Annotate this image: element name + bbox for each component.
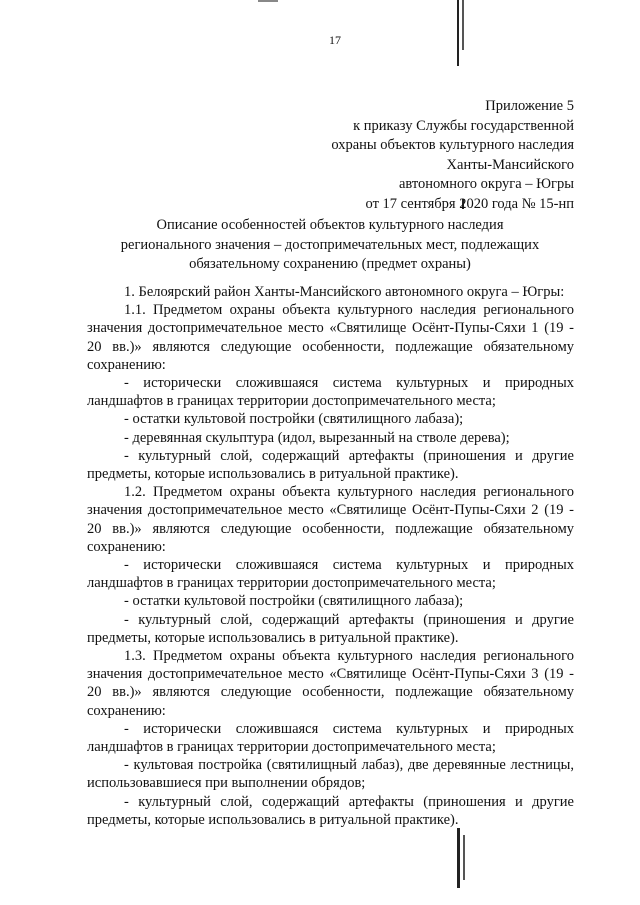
bullet-item: - остатки культовой постройки (святилищного лабаза); (124, 411, 464, 428)
bullet-item: - деревянная скульптура (идол, вырезанный на стволе дерева); (124, 429, 510, 446)
bullet-item: - культурный слой, содержащий артефакты (приношения и другие предметы, которые использовались в ритуальной практике). (87, 793, 574, 828)
bullet-item: - культурный слой, содержащий артефакты (приношения и другие предметы, которые использовались в ритуальной практике). (87, 447, 574, 483)
title-line: регионального значения – достопримечательных мест, подлежащих (120, 236, 540, 253)
bullet-item: - исторически сложившаяся система культурных и природных ландшафтов в границах территории достопримечательного места; (87, 720, 574, 756)
document-title (100, 216, 560, 275)
scan-artifact-top (258, 0, 278, 2)
appendix-line: к приказу Службы государственной (353, 117, 574, 134)
scan-artifact-right-top (457, 0, 459, 66)
scan-artifact-right-bottom (457, 828, 460, 888)
page-number: 17 (329, 33, 341, 47)
scan-artifact-right-bottom-2 (463, 835, 465, 880)
item-paragraph: 1.2. Предметом охраны объекта культурного наследия регионального значения достопримечательное место «Святилище Осёнт-Пупы-Сяхи 2 (19 - 20 вв.)» являются следующие особенности, подлежащие обязательному сохранению: (87, 484, 574, 555)
item-paragraph: 1.1. Предметом охраны объекта культурного наследия регионального значения достопримечательное место «Святилище Осёнт-Пупы-Сяхи 1 (19 - 20 вв.)» являются следующие особенности, подлежащие обязательному сохранению: (87, 302, 574, 373)
appendix-line: охраны объектов культурного наследия (331, 137, 574, 153)
bullet-item: - остатки культовой постройки (святилищного лабаза); (124, 593, 464, 610)
appendix-block (214, 97, 574, 214)
bullet-item: - исторически сложившаяся система культурных и природных ландшафтов в границах территории достопримечательного места; (87, 375, 574, 410)
document-body (87, 283, 574, 829)
title-line: обязательному сохранению (предмет охраны) (189, 256, 471, 272)
appendix-line: автономного округа – Югры (398, 176, 574, 192)
item-paragraph: 1.3. Предметом охраны объекта культурного наследия регионального значения достопримечательное место «Святилище Осёнт-Пупы-Сяхи 3 (19 - 20 вв.)» являются следующие особенности, подлежащие обязательному сохранению: (87, 648, 574, 719)
title-line: Описание особенностей объектов культурного наследия (156, 217, 504, 233)
bullet-item: - культурный слой, содержащий артефакты (приношения и другие предметы, которые использовались в ритуальной практике). (87, 611, 574, 646)
bullet-item: - культовая постройка (святилищный лабаз), две деревянные лестницы, использовавшиеся при выполнении обрядов; (87, 757, 574, 792)
appendix-line: Приложение 5 (485, 98, 574, 114)
appendix-line: Ханты-Мансийского (446, 156, 574, 173)
section-heading: 1. Белоярский район Ханты-Мансийского автономного округа – Югры: (124, 284, 565, 300)
scan-artifact-right-top-2 (462, 0, 464, 50)
appendix-line: от 17 сентября 2020 года № 15-нп (365, 195, 574, 212)
bullet-item: - исторически сложившаяся система культурных и природных ландшафтов в границах территории достопримечательного места; (87, 557, 574, 592)
